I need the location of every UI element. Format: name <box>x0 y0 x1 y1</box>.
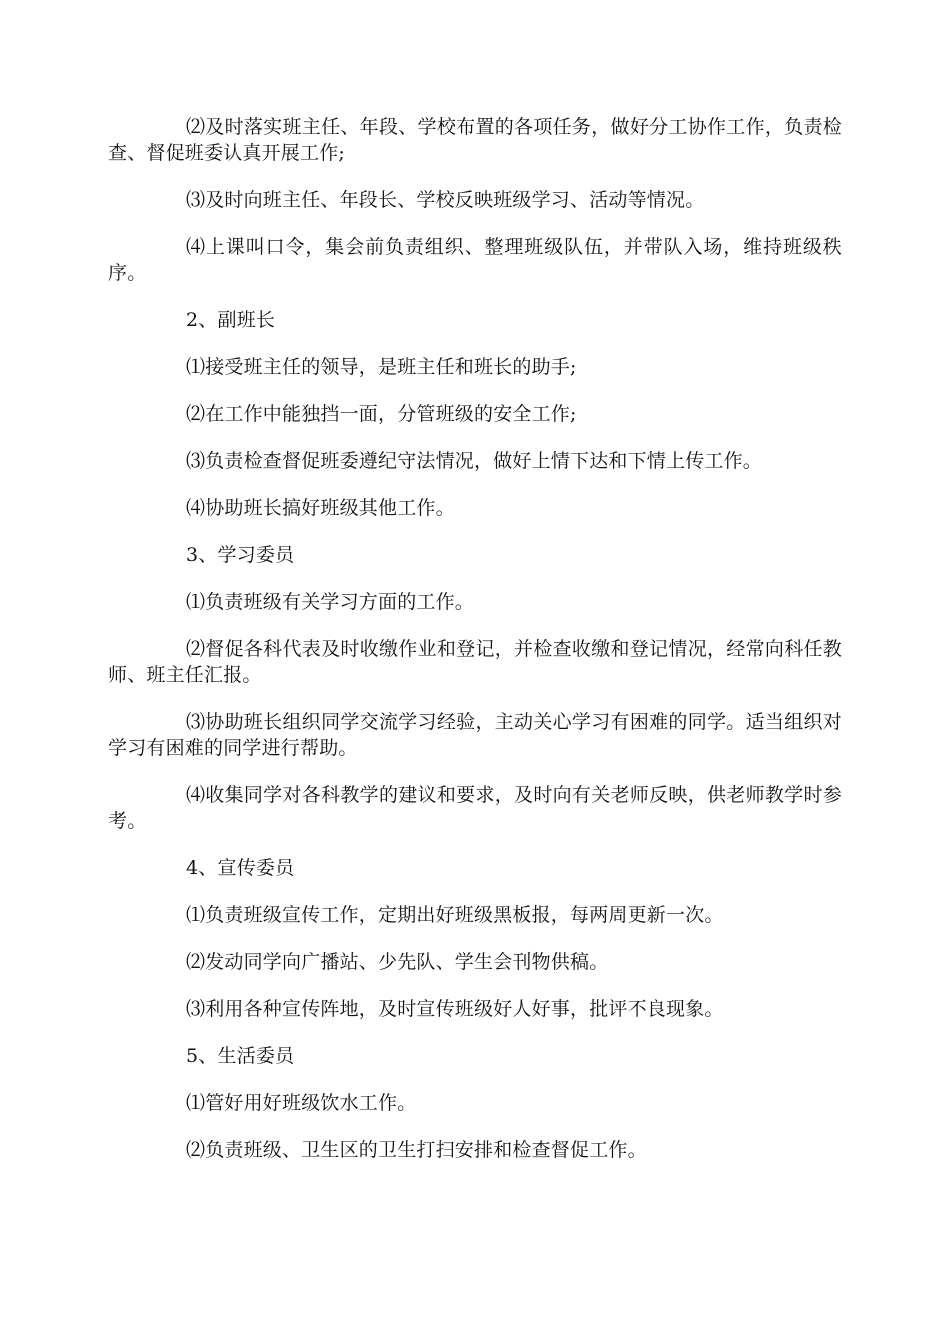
paragraph-monitor-duty-3: ⑶及时向班主任、年段长、学校反映班级学习、活动等情况。 <box>186 189 705 211</box>
paragraph-publicity-duty-2: ⑵发动同学向广播站、少先队、学生会刊物供稿。 <box>186 951 609 973</box>
paragraph-life-duty-2: ⑵负责班级、卫生区的卫生打扫安排和检查督促工作。 <box>186 1139 647 1161</box>
paragraph-monitor-duty-2: ⑵及时落实班主任、年段、学校布置的各项任务，做好分工协作工作，负责检查、督促班委认真开展工作; <box>108 116 842 164</box>
paragraph-publicity-duty-1: ⑴负责班级宣传工作，定期出好班级黑板报，每两周更新一次。 <box>186 904 724 926</box>
paragraph-vice-monitor-duty-2: ⑵在工作中能独挡一面，分管班级的安全工作; <box>186 403 577 425</box>
section-heading-publicity-committee: 4、宣传委员 <box>186 857 295 879</box>
section-heading-study-committee: 3、学习委员 <box>186 544 295 566</box>
paragraph-study-duty-4: ⑷收集同学对各科教学的建议和要求，及时向有关老师反映，供老师教学时参考。 <box>108 784 842 832</box>
paragraph-study-duty-1: ⑴负责班级有关学习方面的工作。 <box>186 591 475 613</box>
paragraph-vice-monitor-duty-3: ⑶负责检查督促班委遵纪守法情况，做好上情下达和下情上传工作。 <box>186 450 763 472</box>
paragraph-vice-monitor-duty-1: ⑴接受班主任的领导，是班主任和班长的助手; <box>186 356 577 378</box>
section-heading-life-committee: 5、生活委员 <box>186 1045 295 1067</box>
paragraph-study-duty-3: ⑶协助班长组织同学交流学习经验，主动关心学习有困难的同学。适当组织对学习有困难的同学进行帮助。 <box>108 711 842 759</box>
paragraph-life-duty-1: ⑴管好用好班级饮水工作。 <box>186 1092 417 1114</box>
paragraph-study-duty-2: ⑵督促各科代表及时收缴作业和登记，并检查收缴和登记情况，经常向科任教师、班主任汇报。 <box>108 638 842 686</box>
section-heading-vice-monitor: 2、副班长 <box>186 309 276 331</box>
paragraph-monitor-duty-4: ⑷上课叫口令，集会前负责组织、整理班级队伍，并带队入场，维持班级秩序。 <box>108 236 842 284</box>
paragraph-publicity-duty-3: ⑶利用各种宣传阵地，及时宣传班级好人好事，批评不良现象。 <box>186 998 724 1020</box>
paragraph-vice-monitor-duty-4: ⑷协助班长搞好班级其他工作。 <box>186 497 455 519</box>
document-page <box>108 114 842 1184</box>
